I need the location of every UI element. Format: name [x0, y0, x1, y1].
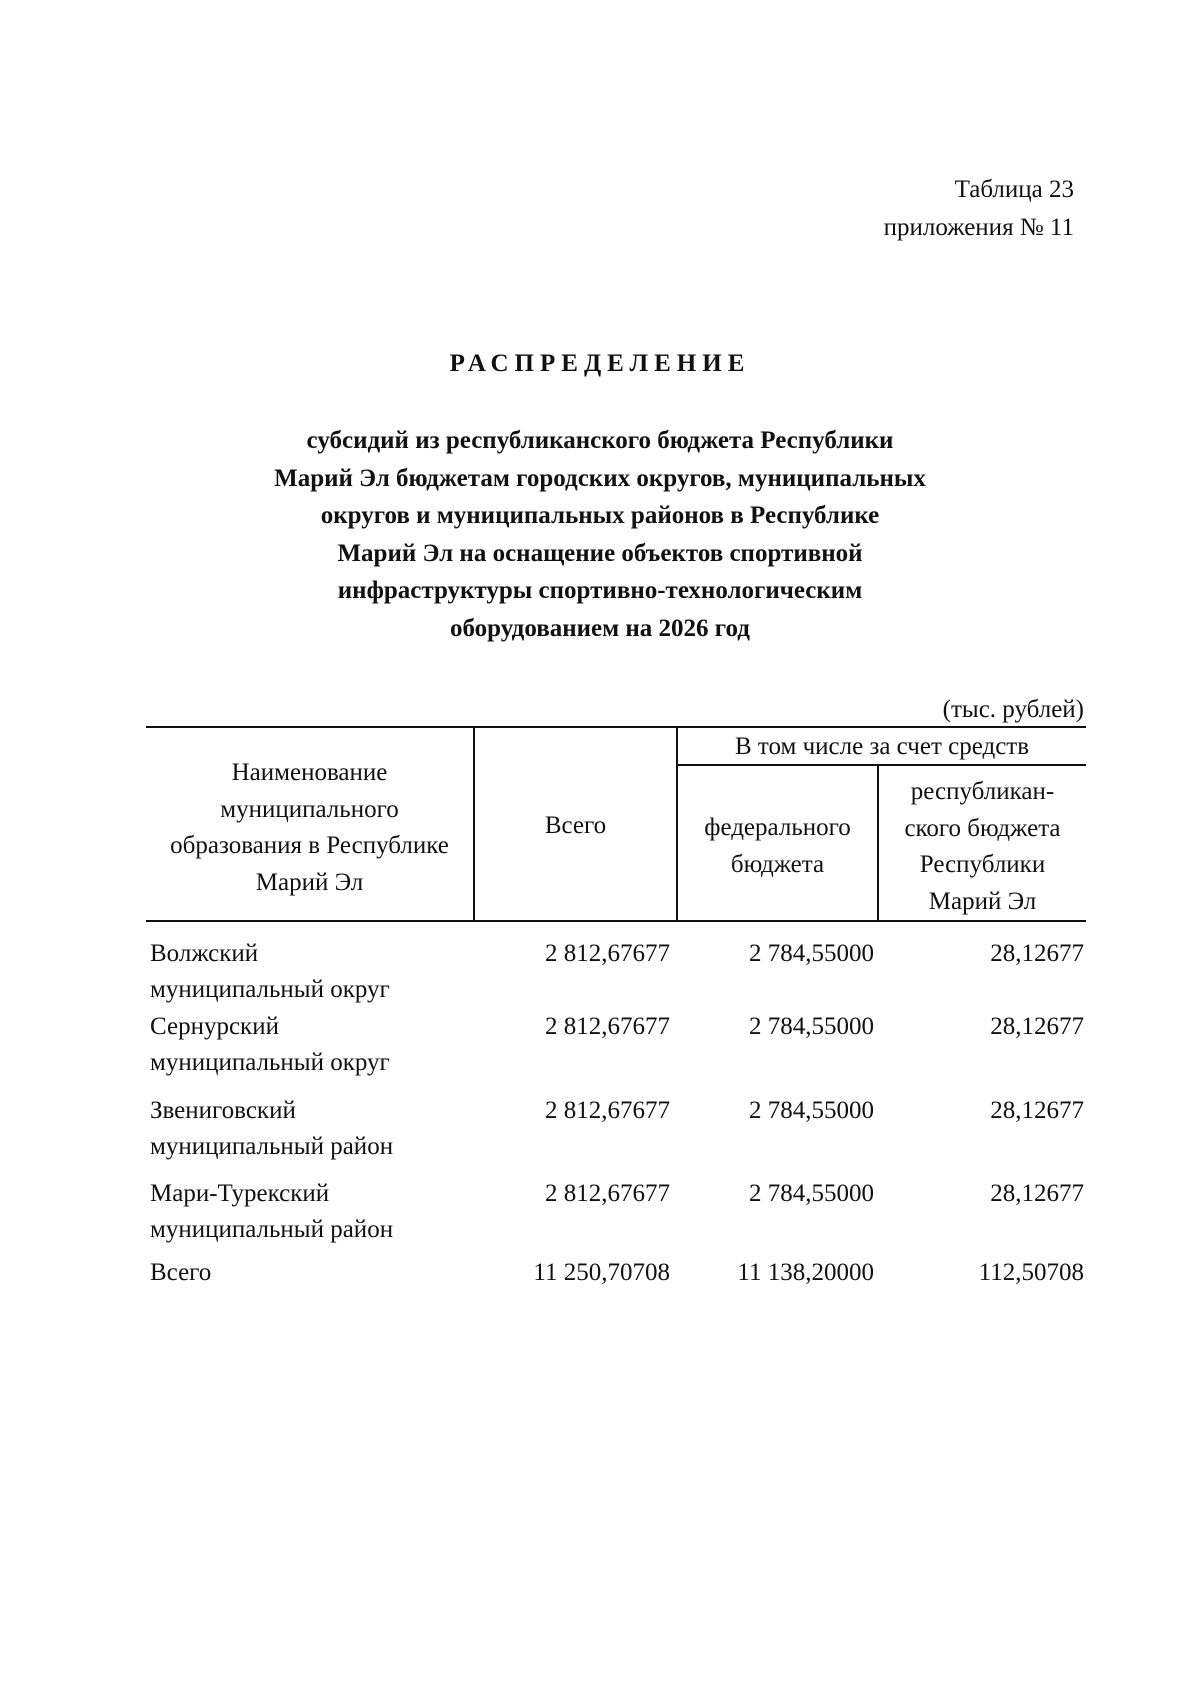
row-total: 2 812,67677 [545, 1097, 670, 1124]
subtitle-line: субсидий из республиканского бюджета Республики [306, 427, 894, 454]
header-bottom-border [146, 920, 1086, 922]
row-federal: 11 138,20000 [737, 1259, 874, 1286]
column-header-total: Всего [544, 812, 607, 839]
row-name: Волжский муниципальный округ [150, 940, 390, 1003]
subtitle-line: оборудованием на 2026 год [450, 614, 750, 642]
row-name: Сернурский муниципальный округ [150, 1013, 390, 1076]
row-total: 2 812,67677 [545, 1013, 670, 1040]
row-federal: 2 784,55000 [749, 1180, 874, 1207]
column-header-name: Наименование муниципального образования в Республике Марий Эл [170, 759, 449, 896]
column-group-header: В том числе за счет средств [734, 733, 1030, 760]
table-reference: Таблица 23 [954, 176, 1074, 203]
row-republic: 28,12677 [990, 1097, 1084, 1124]
subtitle-line: инфраструктуры спортивно-технологическим [337, 577, 863, 604]
column-header-republic: республикан- ского бюджета Республики Марий Эл [904, 778, 1061, 915]
row-total: 11 250,70708 [533, 1259, 670, 1286]
document-title: РАСПРЕДЕЛЕНИЕ [449, 350, 751, 377]
row-republic: 28,12677 [990, 1013, 1084, 1040]
column-header-federal: федерального бюджета [704, 814, 851, 878]
units-label: (тыс. рублей) [942, 696, 1084, 723]
row-name: Звениговский муниципальный район [150, 1097, 394, 1160]
row-federal: 2 784,55000 [749, 1013, 874, 1040]
row-name: Мари-Турекский муниципальный район [150, 1180, 394, 1243]
subtitle-line: Марий Эл на оснащение объектов спортивной [337, 539, 863, 567]
table-top-border [146, 726, 1086, 728]
row-total: 2 812,67677 [545, 940, 670, 967]
row-name: Всего [150, 1259, 212, 1286]
row-federal: 2 784,55000 [749, 940, 874, 967]
subtitle-line: округов и муниципальных районов в Республике [320, 502, 880, 529]
document-subtitle [200, 422, 1000, 647]
subtitle-line: Марий Эл бюджетам городских округов, муниципальных [274, 464, 926, 492]
row-republic: 28,12677 [990, 940, 1084, 967]
row-republic: 112,50708 [978, 1259, 1084, 1286]
row-republic: 28,12677 [990, 1180, 1084, 1207]
appendix-reference: приложения № 11 [883, 214, 1074, 241]
row-total: 2 812,67677 [545, 1180, 670, 1207]
row-federal: 2 784,55000 [749, 1097, 874, 1124]
